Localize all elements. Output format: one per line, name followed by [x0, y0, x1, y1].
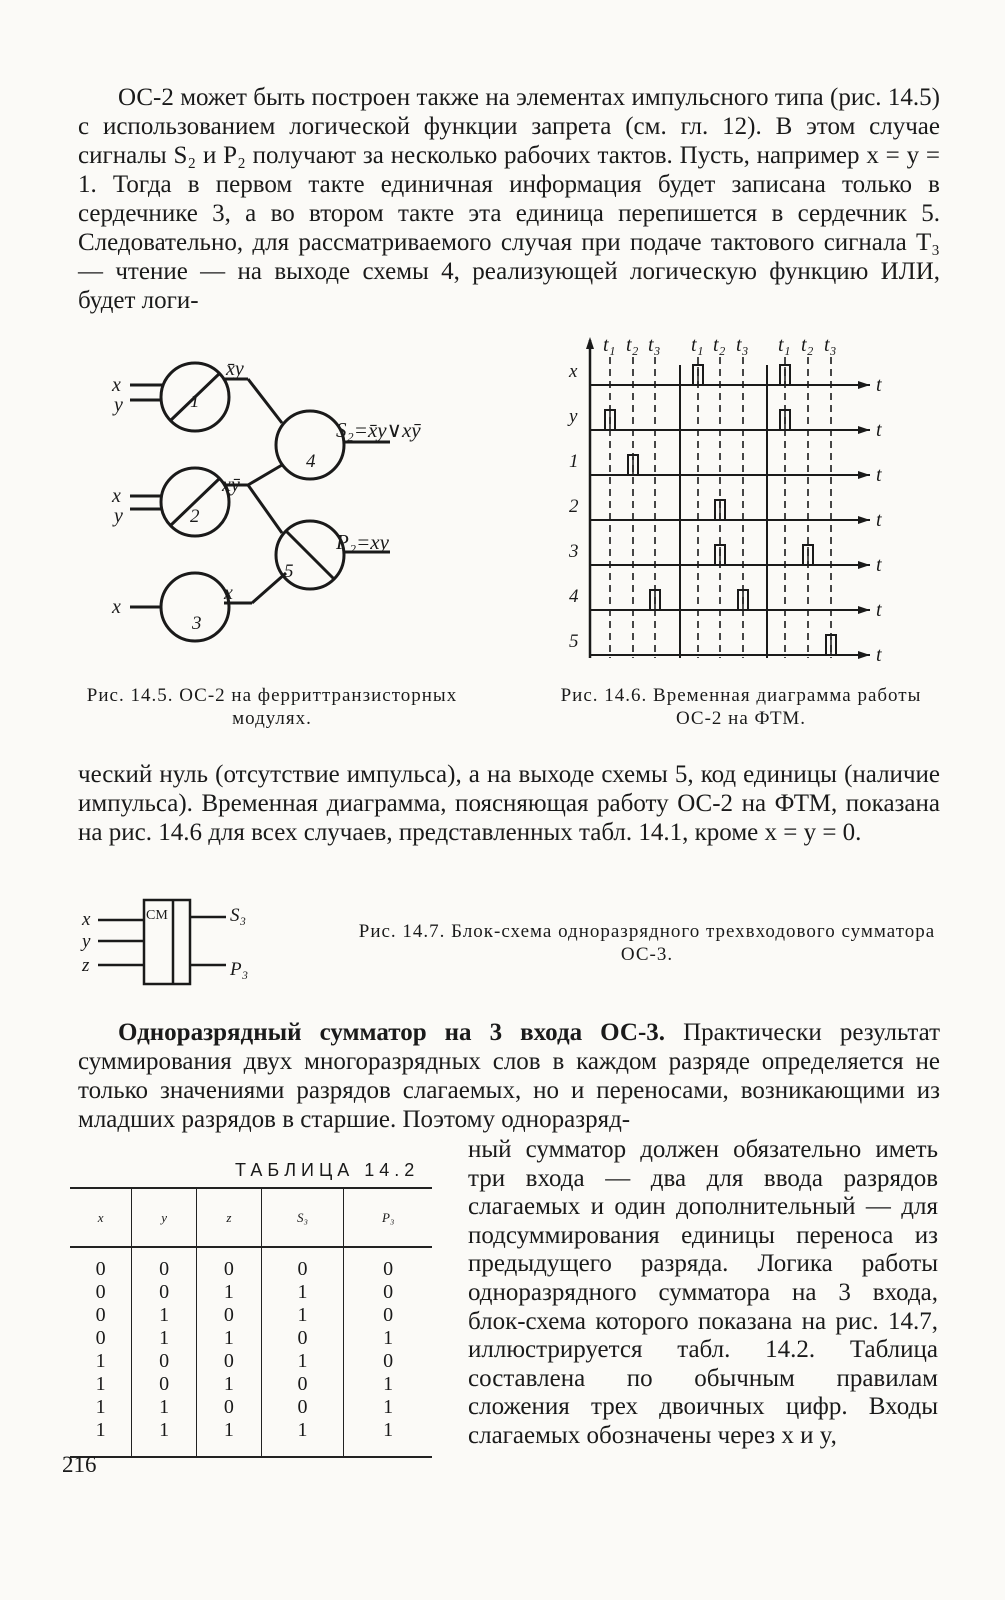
input-x: x: [82, 909, 91, 930]
table-cell: 1: [95, 1396, 106, 1418]
caption-14-7: Рис. 14.7. Блок-схема одноразрядного трехвходового сумматора ОС-3.: [358, 921, 936, 965]
table-cell: 0: [132, 1281, 197, 1304]
table-cell: 1: [344, 1373, 432, 1396]
paragraph-2-text: ческий нуль (отсутствие импульса), а на выходе схемы 5, код единицы (наличие импульса). Временная диаграмма, поясняющая работу ОС-2 на ФТМ, показана на рис. 14.6 для всех случаев, представленных табл. 14.1, кроме x = y = 0.: [78, 761, 940, 846]
table-cell: 1: [132, 1327, 197, 1350]
signal-arrow: [858, 606, 870, 614]
table-row: [70, 1419, 432, 1457]
table-cell: 0: [261, 1327, 344, 1350]
figure-14-7: [78, 895, 278, 995]
row-label: 5: [569, 631, 579, 652]
wire-label-3: x: [224, 582, 233, 604]
table-cell: 0: [344, 1350, 432, 1373]
clock-label: t₂: [626, 334, 639, 356]
table-cell: 1: [261, 1419, 344, 1457]
table-cell: 1: [261, 1281, 344, 1304]
row-label: 2: [569, 496, 579, 517]
table-cell: 1: [132, 1419, 197, 1457]
signal-arrow: [858, 561, 870, 569]
table-header-row: [70, 1188, 432, 1247]
core-2-label: 2: [190, 506, 200, 527]
clock-label: t₂: [713, 334, 726, 356]
row-label: 1: [569, 451, 579, 472]
table-cell: 1: [95, 1350, 106, 1372]
time-axis-label: t: [876, 374, 882, 396]
table-cell: 0: [95, 1304, 106, 1326]
table-cell: 0: [197, 1396, 262, 1419]
clock-label: t₁: [778, 334, 791, 356]
table-cell: 0: [261, 1396, 344, 1419]
table-cell: 0: [197, 1247, 262, 1281]
time-axis-label: t: [876, 509, 882, 531]
page-number: 216: [62, 1452, 97, 1477]
table-cell: 1: [344, 1419, 432, 1457]
table-cell: 0: [132, 1373, 197, 1396]
caption-14-5: Рис. 14.5. ОС-2 на ферриттранзисторных модулях.: [86, 685, 458, 729]
input-y: y: [82, 931, 91, 952]
table-cell: 1: [261, 1350, 344, 1373]
table-cell: 1: [95, 1373, 106, 1395]
table-row: [70, 1304, 432, 1327]
core-4-label: 4: [306, 451, 316, 472]
row-label: 4: [569, 586, 579, 607]
paragraph-2: [78, 760, 940, 847]
output-s2-label: S₂=x̄y∨xȳ: [336, 418, 421, 442]
header-s3: S₃: [261, 1188, 344, 1247]
time-axis-label: t: [876, 419, 882, 441]
clock-label: t₃: [736, 334, 749, 356]
paragraph-1-text: ОС-2 может быть построен также на элементах импульсного типа (рис. 14.5) с использованием логической функции запрета (см. гл. 12). В этом случае сигналы S₂ и P₂ получают за несколько рабочих тактов. Пусть, например x = y = 1. Тогда в первом такте единичная информация будет записана только в сердечнике 3, а во втором такте эта единица перепишется в сердечник 5. Следовательно, для рассматриваемого случая при подаче тактового сигнала T₃ — чтение — на выходе схемы 4, реализующей логическую функцию ИЛИ, будет логи-: [78, 84, 940, 314]
table-cell: 0: [132, 1247, 197, 1281]
table-cell: 0: [261, 1247, 344, 1281]
table-cell: 0: [261, 1373, 344, 1396]
wire-label-2: xȳ: [222, 474, 240, 496]
output-p2-label: P₂=xy: [336, 530, 389, 554]
table-row: [70, 1396, 432, 1419]
table-cell: 0: [197, 1304, 262, 1327]
time-axis-label: t: [876, 464, 882, 486]
table-cell: 0: [344, 1304, 432, 1327]
table-cell: 1: [197, 1327, 262, 1350]
table-cell: 1: [197, 1281, 262, 1304]
row-label: 3: [569, 541, 579, 562]
signal-arrow: [858, 381, 870, 389]
clock-label: t₃: [824, 334, 837, 356]
paragraph-1: [78, 83, 940, 315]
core-1-label: 1: [190, 391, 200, 412]
table-cell: 1: [132, 1304, 197, 1327]
table-cell: 1: [132, 1396, 197, 1419]
input-y-1: y: [114, 394, 123, 416]
section-heading: Одноразрядный сумматор на 3 входа ОС-3.: [118, 1019, 666, 1046]
table-row: [70, 1373, 432, 1396]
table-row: [70, 1350, 432, 1373]
clock-label: t₁: [603, 334, 616, 356]
header-x: x: [70, 1188, 132, 1247]
row-label: y: [569, 406, 578, 427]
table-cell: 0: [95, 1327, 106, 1349]
table-row: [70, 1247, 432, 1281]
table-row: [70, 1327, 432, 1350]
paragraph-3: [78, 1018, 940, 1134]
table-cell: 1: [197, 1373, 262, 1396]
input-x-2: x: [112, 485, 121, 507]
clock-label: t₂: [801, 334, 814, 356]
table-cell: 0: [95, 1258, 106, 1280]
header-y: y: [132, 1188, 197, 1247]
table-title: ТАБЛИЦА 14.2: [235, 1160, 420, 1180]
table-cell: 0: [95, 1281, 106, 1303]
time-axis-label: t: [876, 554, 882, 576]
table-cell: 1: [344, 1396, 432, 1419]
paragraph-4: ный сумматор должен обязательно иметь три входа — два для ввода разрядов слагаемых и один дополнительный — для подсуммирования единицы переноса из предыдущего разряда. Логика работы одноразрядного сумматора на 3 входа, блок-схема которого показана на рис. 14.7, иллюстрируется табл. 14.2. Таблица составлена по обычным правилам сложения трех двоичных цифр. Входы слагаемых обозначены через x и y,: [468, 1136, 938, 1449]
table-row: [70, 1281, 432, 1304]
clock-label: t₃: [648, 334, 661, 356]
input-x-3: x: [112, 596, 121, 618]
paragraph-3-text: [78, 1018, 940, 1134]
truth-table: [70, 1187, 432, 1458]
wire-label-1: x̄y: [226, 358, 244, 380]
output-s3: S₃: [230, 905, 247, 926]
core-5-label: 5: [284, 561, 294, 582]
time-axis-label: t: [876, 599, 882, 621]
input-x-1: x: [112, 374, 121, 396]
table-cell: 1: [70, 1419, 132, 1457]
table-cell: 1: [261, 1304, 344, 1327]
clock-label: t₁: [691, 334, 704, 356]
caption-14-6: Рис. 14.6. Временная диаграмма работы ОС-2 на ФТМ.: [560, 685, 922, 729]
header-z: z: [197, 1188, 262, 1247]
table-cell: 1: [344, 1327, 432, 1350]
table-cell: 0: [344, 1247, 432, 1281]
core-3-label: 3: [192, 613, 202, 634]
vertical-axis-arrow: [586, 337, 594, 349]
table-cell: 0: [132, 1350, 197, 1373]
signal-arrow: [858, 516, 870, 524]
block-label: СМ: [146, 908, 168, 923]
header-p3: P₃: [344, 1188, 432, 1247]
figure-14-6: [555, 325, 915, 670]
time-axis-label: t: [876, 644, 882, 666]
figure-14-5: [100, 345, 470, 655]
signal-arrow: [858, 426, 870, 434]
output-p3: P₃: [230, 959, 249, 980]
paragraph-3-body: Практически результат суммирования двух многоразрядных слов в каждом разряде определяется не только значениями разрядов слагаемых, но и переносами, возникающими из младших разрядов в старшие. Поэтому одноразряд-: [78, 1019, 941, 1133]
input-y-2: y: [114, 505, 123, 527]
table-cell: 0: [197, 1350, 262, 1373]
signal-arrow: [858, 471, 870, 479]
signal-arrow: [858, 651, 870, 659]
table-cell: 1: [197, 1419, 262, 1457]
table-cell: 0: [344, 1281, 432, 1304]
input-z: z: [82, 955, 90, 976]
row-label: x: [569, 361, 578, 382]
